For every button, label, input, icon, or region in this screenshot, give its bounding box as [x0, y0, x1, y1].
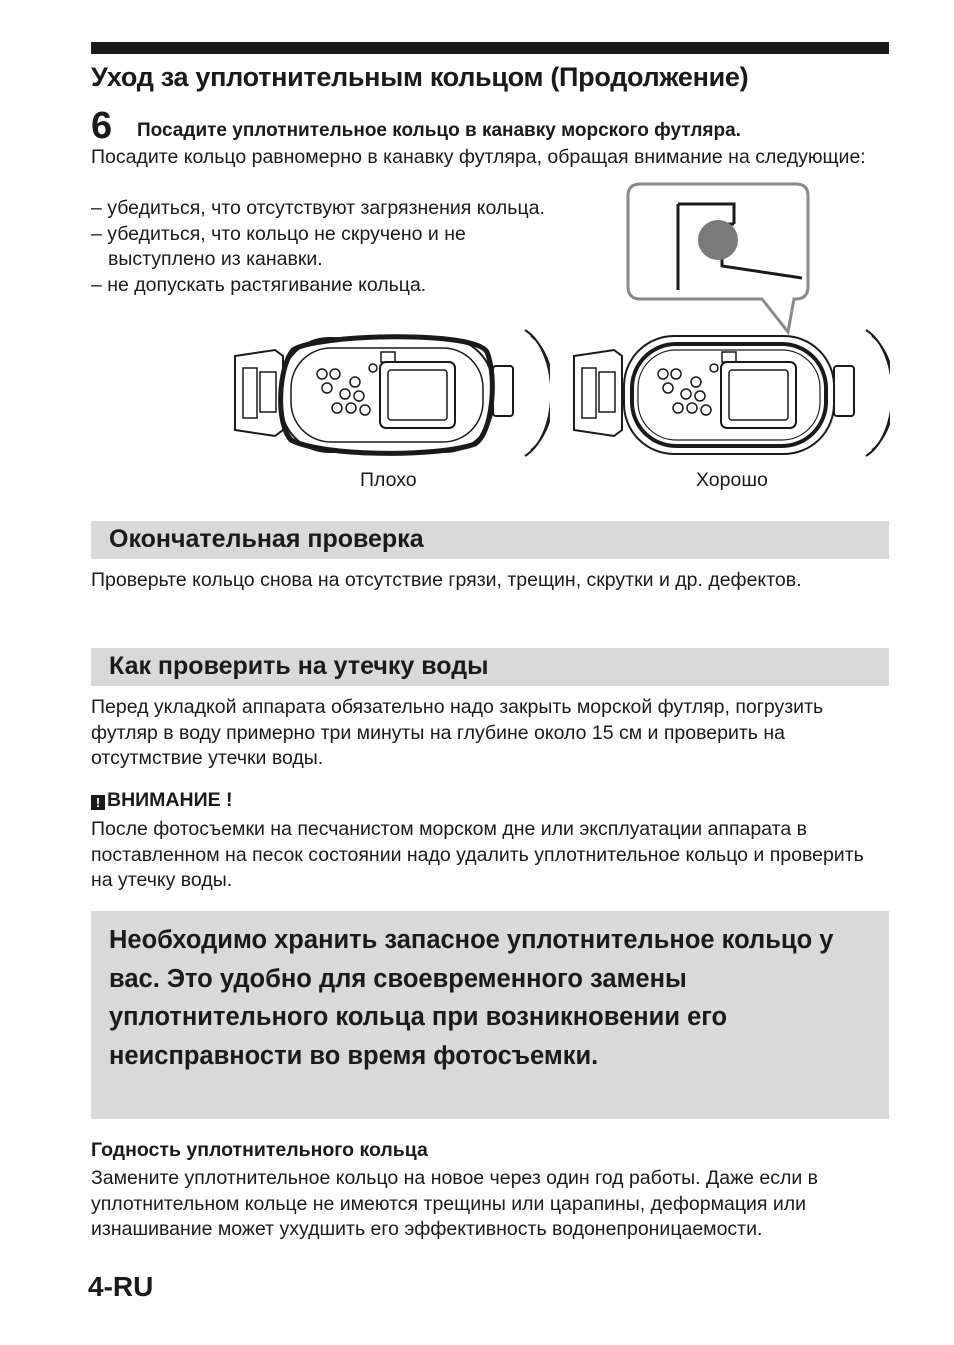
page-number: 4-RU	[88, 1271, 154, 1302]
page-title: Уход за уплотнительным кольцом (Продолжение)	[91, 62, 749, 92]
caption-good: Хорошо	[696, 469, 768, 491]
oring-detail-callout	[626, 182, 810, 340]
step-bullets	[91, 196, 631, 298]
step-title: Посадите уплотнительное кольцо в канавку морского футляра.	[137, 120, 741, 141]
warning-heading	[91, 789, 233, 812]
warning-icon: !	[91, 795, 105, 810]
section-heading: Окончательная проверка	[109, 525, 424, 553]
warning-label: ВНИМАНИЕ !	[107, 789, 233, 811]
housing-bad-illustration	[225, 322, 550, 464]
notice-text: Необходимо хранить запасное уплотнительное кольцо у вас. Это удобно для своевременного замены уплотнительного кольца при возникновении его неисправности во время фотосъемки.	[109, 926, 834, 1070]
final-check-text: Проверьте кольцо снова на отсутствие грязи, трещин, скрутки и др. дефектов.	[91, 569, 802, 591]
section-band-leak-check	[91, 648, 889, 686]
step-body: Посадите кольцо равномерно в канавку футляра, обращая внимание на следующие:	[91, 146, 866, 168]
lifetime-text: Замените уплотнительное кольцо на новое через один год работы. Даже если в уплотнительном кольце не имеются трещины или царапины, деформация или изнашивание может ухудшить его эффективность водонепроницаемости.	[91, 1167, 819, 1240]
bullet-item: – убедиться, что кольцо не скручено и не	[91, 222, 466, 245]
header-rule	[91, 42, 889, 54]
step-number: 6	[91, 105, 113, 147]
bullet-item: – убедиться, что отсутствуют загрязнения кольца.	[91, 197, 545, 219]
section-heading: Как проверить на утечку воды	[109, 652, 489, 680]
section-band-final-check	[91, 521, 889, 559]
notice-box	[91, 911, 889, 1119]
housing-good-illustration	[566, 322, 890, 464]
lifetime-heading: Годность уплотнительного кольца	[91, 1139, 428, 1161]
caption-bad: Плохо	[360, 469, 417, 491]
warning-text: После фотосъемки на песчанистом морском дне или эксплуатации аппарата в поставленном на песок состоянии надо удалить уплотнительное кольцо и проверить на утечку воды.	[91, 818, 864, 891]
leak-check-text: Перед укладкой аппарата обязательно надо закрыть морской футляр, погрузить футляр в воду примерно три минуты на глубине около 15 см и проверить на отсутмствие утечки воды.	[91, 696, 824, 769]
bullet-item: выступлено из канавки.	[108, 248, 323, 270]
bullet-item: – не допускать растягивание кольца.	[91, 273, 427, 296]
